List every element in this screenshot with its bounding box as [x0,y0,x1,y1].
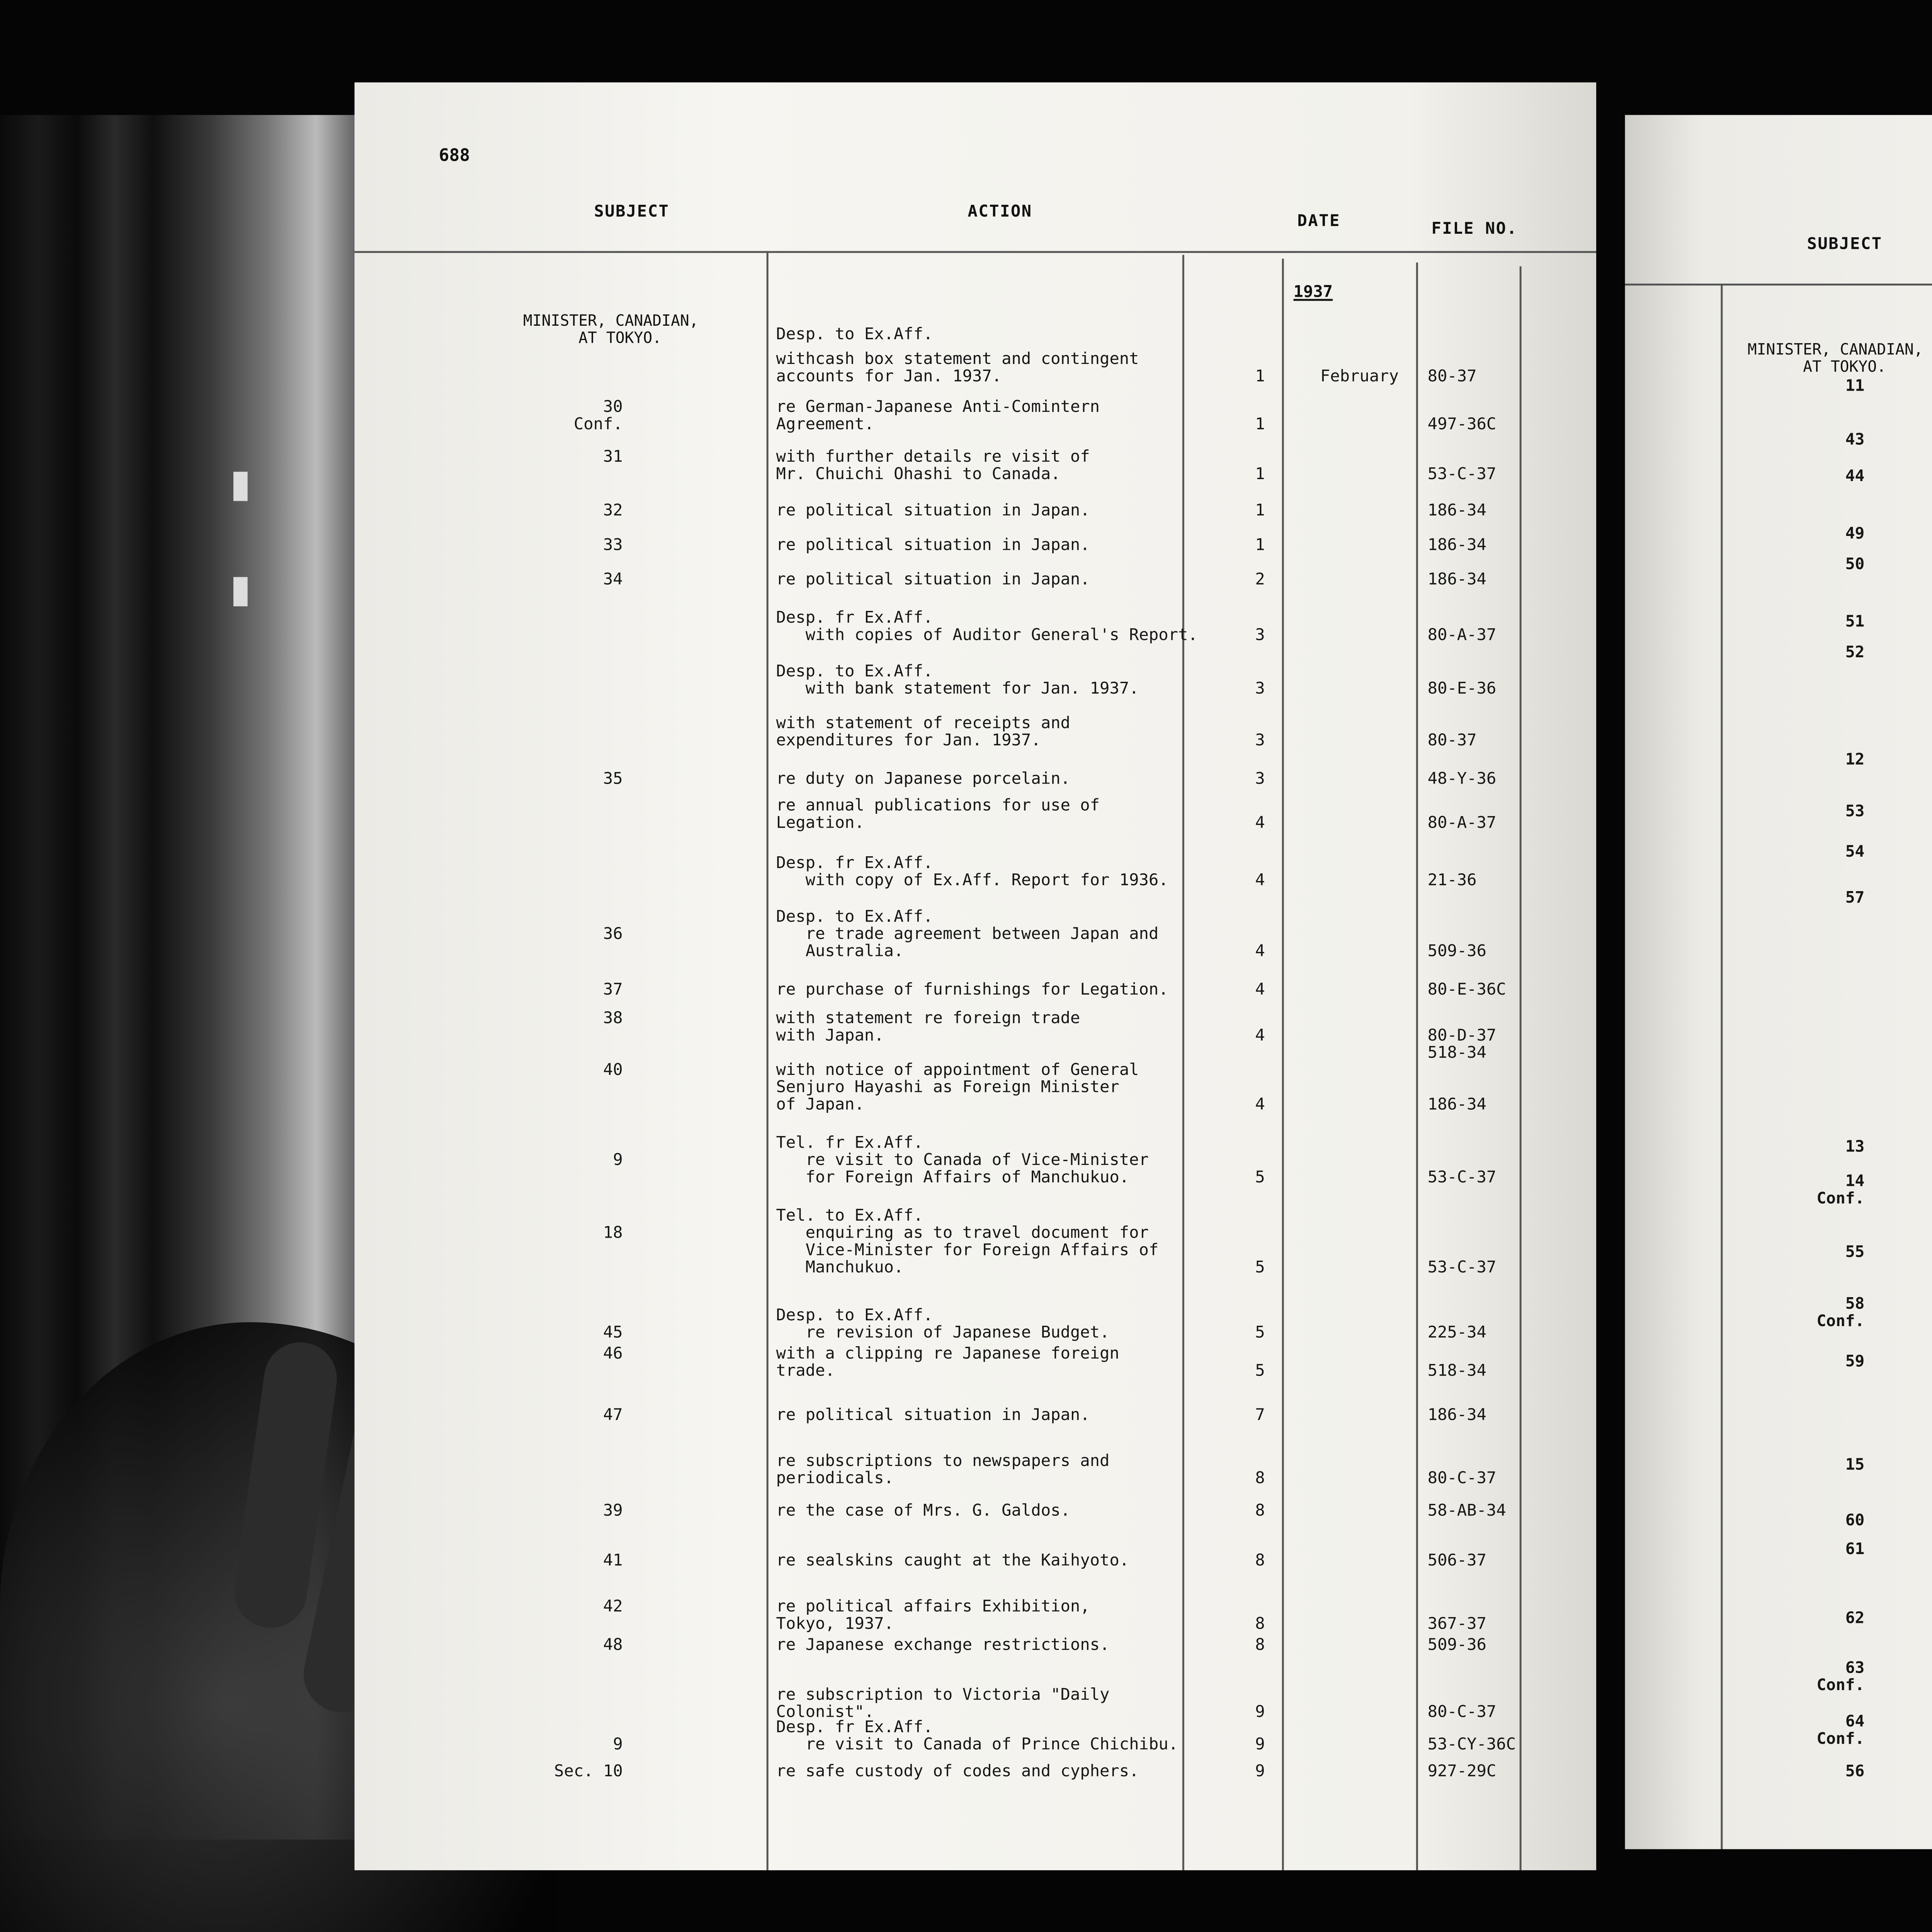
entry-file-number: 80-C-37 [1427,1703,1497,1723]
entry-file-number: 186-34 [1427,571,1486,590]
entry-number: 13 [1845,1136,1865,1156]
entry-action: Desp. fr Ex.Aff. with copies of Auditor General's Report. [776,609,1198,646]
entry-number: 50 [1845,554,1865,573]
entry-file-number: 186-34 [1427,1096,1486,1116]
entry-action: with a clipping re Japanese foreign trade. [776,1345,1119,1382]
entry-number: 54 [1845,841,1865,861]
entry-file-number: 225-34 [1427,1324,1486,1344]
entry-action: Desp. fr Ex.Aff. re visit to Canada of Prince Chichibu. [776,1719,1179,1755]
right-ledger-page [1625,115,1932,1849]
entry-month: February [1320,368,1399,387]
subject-heading: MINISTER, CANADIAN, AT TOKYO. [1747,341,1923,376]
entry-file-number: 48-Y-36 [1427,770,1497,790]
entry-number: 55 [1845,1242,1865,1261]
entry-action: re purchase of furnishings for Legation. [776,981,1168,1000]
entry-number: 42 [603,1598,623,1617]
entry-file-number: 506-37 [1427,1552,1486,1571]
entry-number: 9 [613,1736,623,1755]
entry-action: Desp. to Ex.Aff. with bank statement for Jan. 1937. [776,663,1139,700]
entry-day: 8 [1255,1469,1265,1489]
entry-day: 5 [1255,1169,1265,1188]
entry-number: Sec. 10 [554,1763,623,1782]
entry-number: 47 [603,1406,623,1426]
entry-day: 5 [1255,1362,1265,1382]
entry-day: 4 [1255,1096,1265,1116]
entry-action: Tel. to Ex.Aff. enquiring as to travel document for Vice-Minister for Foreign Affairs of Manchukuo. [776,1207,1159,1278]
entry-day: 8 [1255,1636,1265,1656]
entry-day: 8 [1255,1552,1265,1571]
entry-file-number: 518-34 [1427,1362,1486,1382]
entry-action: re Japanese exchange restrictions. [776,1636,1110,1656]
column-rule [767,251,769,1871]
entry-number: 46 [603,1345,623,1364]
entry-number: 60 [1845,1510,1865,1529]
entry-file-number: 186-34 [1427,502,1486,521]
entry-file-number: 80-C-37 [1427,1469,1497,1489]
entry-action: with statement re foreign trade with Japan. [776,1010,1080,1046]
entry-number: 39 [603,1502,623,1522]
entry-day: 3 [1255,626,1265,646]
entry-day: 3 [1255,680,1265,700]
entry-action: re political situation in Japan. [776,502,1090,521]
entry-action: Desp. fr Ex.Aff. with copy of Ex.Aff. Report for 1936. [776,854,1168,891]
entry-day: 1 [1255,502,1265,521]
entry-number: 34 [603,571,623,590]
entry-day: 4 [1255,981,1265,1000]
entry-number: 58 Conf. [1816,1293,1865,1330]
entry-file-number: 497-36C [1427,416,1497,435]
entry-day: 5 [1255,1259,1265,1278]
entry-file-number: 80-E-36C [1427,981,1506,1000]
entry-action: withcash box statement and contingent accounts for Jan. 1937. [776,350,1139,387]
entry-number: 51 [1845,611,1865,631]
column-rule [1182,255,1184,1871]
entry-file-number: 927-29C [1427,1763,1497,1782]
entry-file-number: 509-36 [1427,942,1486,962]
entry-number: 14 Conf. [1816,1171,1865,1208]
entry-file-number: 53-CY-36C [1427,1736,1516,1755]
entry-number: 49 [1845,523,1865,543]
entry-number: 11 [1845,376,1865,395]
header-file: FILE NO. [1431,220,1518,240]
entry-day: 9 [1255,1763,1265,1782]
entry-number: 64 Conf. [1816,1711,1865,1748]
entry-action: re political affairs Exhibition, Tokyo, 1937. [776,1598,1090,1635]
entry-number: 56 [1845,1761,1865,1781]
entry-number: 38 [603,1010,623,1029]
entry-number: 43 [1845,429,1865,449]
entry-action: with further details re visit of Mr. Chuichi Ohashi to Canada. [776,448,1090,485]
entry-file-number: 53-C-37 [1427,1259,1497,1278]
entry-number: 61 [1845,1539,1865,1558]
entry-action: re German-Japanese Anti-Comintern Agreement. [776,398,1100,435]
entry-day: 1 [1255,368,1265,387]
entry-action: re duty on Japanese porcelain. [776,770,1070,790]
entry-number: 44 [1845,466,1865,485]
entry-number: 62 [1845,1607,1865,1627]
entry-day: 7 [1255,1406,1265,1426]
entry-number: 41 [603,1552,623,1571]
spine-label-mark: ▮ [230,565,251,611]
entry-number: 53 [1845,801,1865,820]
entry-file-number: 367-37 [1427,1615,1486,1635]
column-rule [1282,259,1284,1870]
entry-number: 57 [1845,887,1865,906]
entry-action: re safe custody of codes and cyphers. [776,1763,1139,1782]
entry-action: Desp. to Ex.Aff. re revision of Japanese Budget. [776,1307,1110,1344]
entry-number: 30 Conf. [573,398,623,435]
entry-action: re political situation in Japan. [776,571,1090,590]
column-rule [1416,262,1418,1870]
column-rule [1721,284,1723,1849]
entry-action: Desp. to Ex.Aff. re trade agreement between Japan and Australia. [776,908,1159,962]
entry-number: 59 [1845,1351,1865,1370]
entry-day: 8 [1255,1615,1265,1635]
entry-file-number: 80-37 [1427,732,1477,752]
entry-action: re sealskins caught at the Kaihyoto. [776,1552,1129,1571]
entry-day: 5 [1255,1324,1265,1344]
entry-number: 40 [603,1061,623,1081]
entry-action: Tel. fr Ex.Aff. re visit to Canada of Vice-Minister for Foreign Affairs of Manchukuo. [776,1134,1149,1188]
entry-day: 8 [1255,1502,1265,1522]
entry-action: re political situation in Japan. [776,1406,1090,1426]
subject-heading: MINISTER, CANADIAN, AT TOKYO. [523,312,699,347]
entry-action: re subscriptions to newspapers and periodicals. [776,1452,1110,1489]
entry-action: with notice of appointment of General Senjuro Hayashi as Foreign Minister of Japan. [776,1061,1139,1116]
entry-file-number: 53-C-37 [1427,466,1497,485]
entry-number: 63 Conf. [1816,1657,1865,1694]
entry-file-number: 80-D-37 518-34 [1427,1027,1497,1064]
entry-file-number: 186-34 [1427,1406,1486,1426]
entry-day: 1 [1255,416,1265,435]
entry-file-number: 80-A-37 [1427,626,1497,646]
entry-action: Desp. to Ex.Aff. [776,326,933,345]
entry-day: 2 [1255,571,1265,590]
entry-file-number: 186-34 [1427,536,1486,556]
entry-file-number: 80-A-37 [1427,814,1497,834]
entry-action: re the case of Mrs. G. Galdos. [776,1502,1070,1522]
entry-day: 1 [1255,536,1265,556]
entry-number: 32 [603,502,623,521]
entry-day: 4 [1255,1027,1265,1046]
entry-day: 9 [1255,1703,1265,1723]
entry-number: 9 [613,1151,623,1171]
spine-label-mark: ▮ [230,460,251,506]
header-rule [1625,284,1932,286]
entry-day: 3 [1255,732,1265,752]
entry-number: 45 [603,1324,623,1344]
header-action: ACTION [968,203,1032,223]
entry-action: re annual publications for use of Legation. [776,797,1100,834]
header-subject: SUBJECT [594,203,670,223]
entry-day: 3 [1255,770,1265,790]
entry-day: 4 [1255,942,1265,962]
entry-day: 9 [1255,1736,1265,1755]
entry-number: 33 [603,536,623,556]
entry-action: re political situation in Japan. [776,536,1090,556]
entry-file-number: 21-36 [1427,872,1477,891]
entry-number: 37 [603,981,623,1000]
entry-number: 52 [1845,642,1865,661]
entry-number: 18 [603,1224,623,1244]
column-rule [1520,266,1522,1870]
entry-number: 48 [603,1636,623,1656]
entry-day: 4 [1255,872,1265,891]
entry-day: 1 [1255,466,1265,485]
entry-file-number: 58-AB-34 [1427,1502,1506,1522]
entry-file-number: 509-36 [1427,1636,1486,1656]
page-number: 688 [439,147,470,167]
header-rule [354,251,1596,253]
entry-action: re subscription to Victoria "Daily Colonist". [776,1686,1110,1723]
entry-file-number: 80-37 [1427,368,1477,387]
entry-number: 12 [1845,749,1865,769]
header-subject: SUBJECT [1807,235,1883,255]
entry-number: 35 [603,770,623,790]
entry-file-number: 80-E-36 [1427,680,1497,700]
entry-number: 36 [603,925,623,945]
header-date: DATE [1297,213,1340,232]
left-ledger-page [354,82,1596,1870]
entry-number: 15 [1845,1454,1865,1474]
entry-day: 4 [1255,814,1265,834]
year-label: 1937 [1293,283,1333,303]
entry-number: 31 [603,448,623,468]
entry-action: with statement of receipts and expenditures for Jan. 1937. [776,714,1070,752]
entry-file-number: 53-C-37 [1427,1169,1497,1188]
